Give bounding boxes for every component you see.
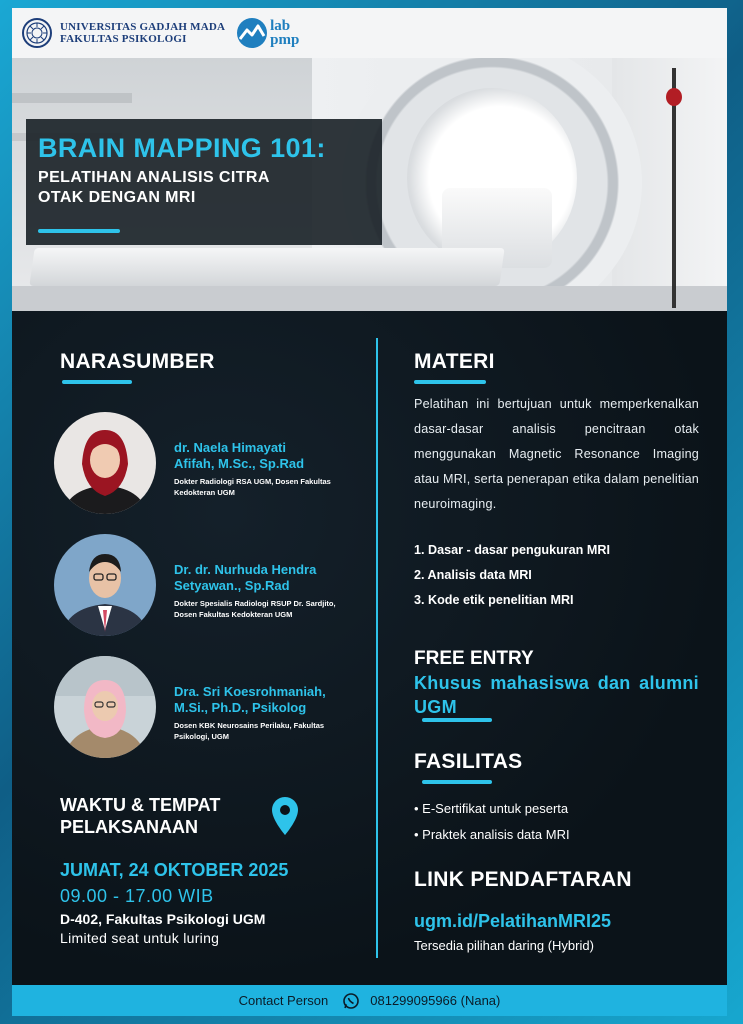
list-item-text: E-Sertifikat untuk peserta <box>422 801 569 816</box>
whatsapp-icon <box>342 992 360 1010</box>
speaker-name-line2: M.Si., Ph.D., Psikolog <box>174 700 307 715</box>
list-item: • E-Sertifikat untuk peserta <box>414 801 569 816</box>
list-item: 2. Analisis data MRI <box>414 568 532 582</box>
free-entry-text: Khusus mahasiswa dan alumni UGM <box>414 673 699 717</box>
lab-pmp-logo <box>237 18 299 48</box>
poster <box>12 8 727 1016</box>
list-item-text: Praktek analisis data MRI <box>422 827 570 842</box>
lab-line2: pmp <box>270 32 300 48</box>
list-item: • Praktek analisis data MRI <box>414 827 570 842</box>
speaker-photo <box>54 412 156 514</box>
waktu-heading <box>60 794 280 838</box>
fasilitas-heading: FASILITAS <box>414 750 523 773</box>
pendaftaran-heading: LINK PENDAFTARAN <box>414 868 632 891</box>
mri-floor <box>12 286 727 311</box>
title-main: BRAIN MAPPING 101: <box>38 133 326 163</box>
narasumber-underline <box>62 380 132 384</box>
speaker-photo <box>54 656 156 758</box>
speaker-name-line1: dr. Naela Himayati <box>174 440 286 455</box>
free-entry-heading: FREE ENTRY <box>414 648 534 669</box>
speaker-card <box>54 656 374 760</box>
speaker-card <box>54 412 374 516</box>
speaker-name-line2: Afifah, M.Sc., Sp.Rad <box>174 456 305 471</box>
lab-pmp-logo-icon <box>237 18 267 48</box>
ugm-seal-icon <box>22 18 52 48</box>
speaker-name <box>174 684 326 716</box>
speaker-card <box>54 534 374 638</box>
title-underline <box>38 229 120 233</box>
contact-footer <box>12 985 727 1016</box>
free-entry-underline <box>422 718 492 722</box>
contact-label: Contact Person <box>238 993 329 1008</box>
materi-paragraph: Pelatihan ini bertujuan untuk memperkenalkan dasar-dasar analisis pencitraan otak menggunakan Magnetic Resonance Imaging atau MRI, serta penerapan etika dalam penelitian neuroimaging. <box>414 397 699 511</box>
speaker-name-line1: Dra. Sri Koesrohmaniah, <box>174 684 326 699</box>
university-name <box>60 21 225 45</box>
header-bar <box>12 8 727 58</box>
fasilitas-list <box>414 796 570 848</box>
column-divider <box>376 338 378 958</box>
materi-list <box>414 538 610 613</box>
speaker-desc: Dokter Radiologi RSA UGM, Dosen Fakultas Kedokteran UGM <box>174 477 331 497</box>
waktu-heading-line1: WAKTU & TEMPAT <box>60 795 221 815</box>
event-seat-note: Limited seat untuk luring <box>60 930 220 946</box>
hero-mri-photo <box>12 58 727 311</box>
speaker-name <box>174 440 304 472</box>
waktu-heading-line2: PELAKSANAAN <box>60 817 199 837</box>
university-line2: FAKULTAS PSIKOLOGI <box>60 33 187 45</box>
event-place: D-402, Fakultas Psikologi UGM <box>60 911 266 927</box>
list-item: 3. Kode etik penelitian MRI <box>414 593 574 607</box>
fasilitas-underline <box>422 780 492 784</box>
lab-pmp-text <box>270 19 299 47</box>
contact-phone[interactable]: 081299095966 (Nana) <box>370 993 501 1008</box>
speaker-desc: Dosen KBK Neurosains Perilaku, Fakultas Psikologi, UGM <box>174 721 325 741</box>
university-line1: UNIVERSITAS GADJAH MADA <box>60 21 226 33</box>
registration-note: Tersedia pilihan daring (Hybrid) <box>414 938 594 953</box>
materi-underline <box>414 380 486 384</box>
speaker-desc: Dokter Spesialis Radiologi RSUP Dr. Sardjito, Dosen Fakultas Kedokteran UGM <box>174 599 336 619</box>
hero-shelf <box>12 93 132 103</box>
materi-heading: MATERI <box>414 350 495 373</box>
mri-patient-table <box>29 248 504 286</box>
narasumber-heading: NARASUMBER <box>60 350 215 373</box>
registration-link[interactable]: ugm.id/PelatihanMRI25 <box>414 911 612 931</box>
event-time: 09.00 - 17.00 WIB <box>60 886 214 906</box>
speaker-photo <box>54 534 156 636</box>
list-item: 1. Dasar - dasar pengukuran MRI <box>414 543 610 557</box>
cable-connector <box>666 88 682 106</box>
title-sub <box>38 168 382 208</box>
title-box <box>26 119 382 245</box>
title-sub-line1: PELATIHAN ANALISIS CITRA <box>38 169 270 186</box>
map-pin-icon <box>271 796 299 841</box>
speaker-name-line1: Dr. dr. Nurhuda Hendra <box>174 562 317 577</box>
lab-line1: lab <box>270 18 291 34</box>
speaker-name <box>174 562 316 594</box>
event-date: JUMAT, 24 OKTOBER 2025 <box>60 860 289 880</box>
speaker-name-line2: Setyawan., Sp.Rad <box>174 578 290 593</box>
title-sub-line2: OTAK DENGAN MRI <box>38 189 196 206</box>
